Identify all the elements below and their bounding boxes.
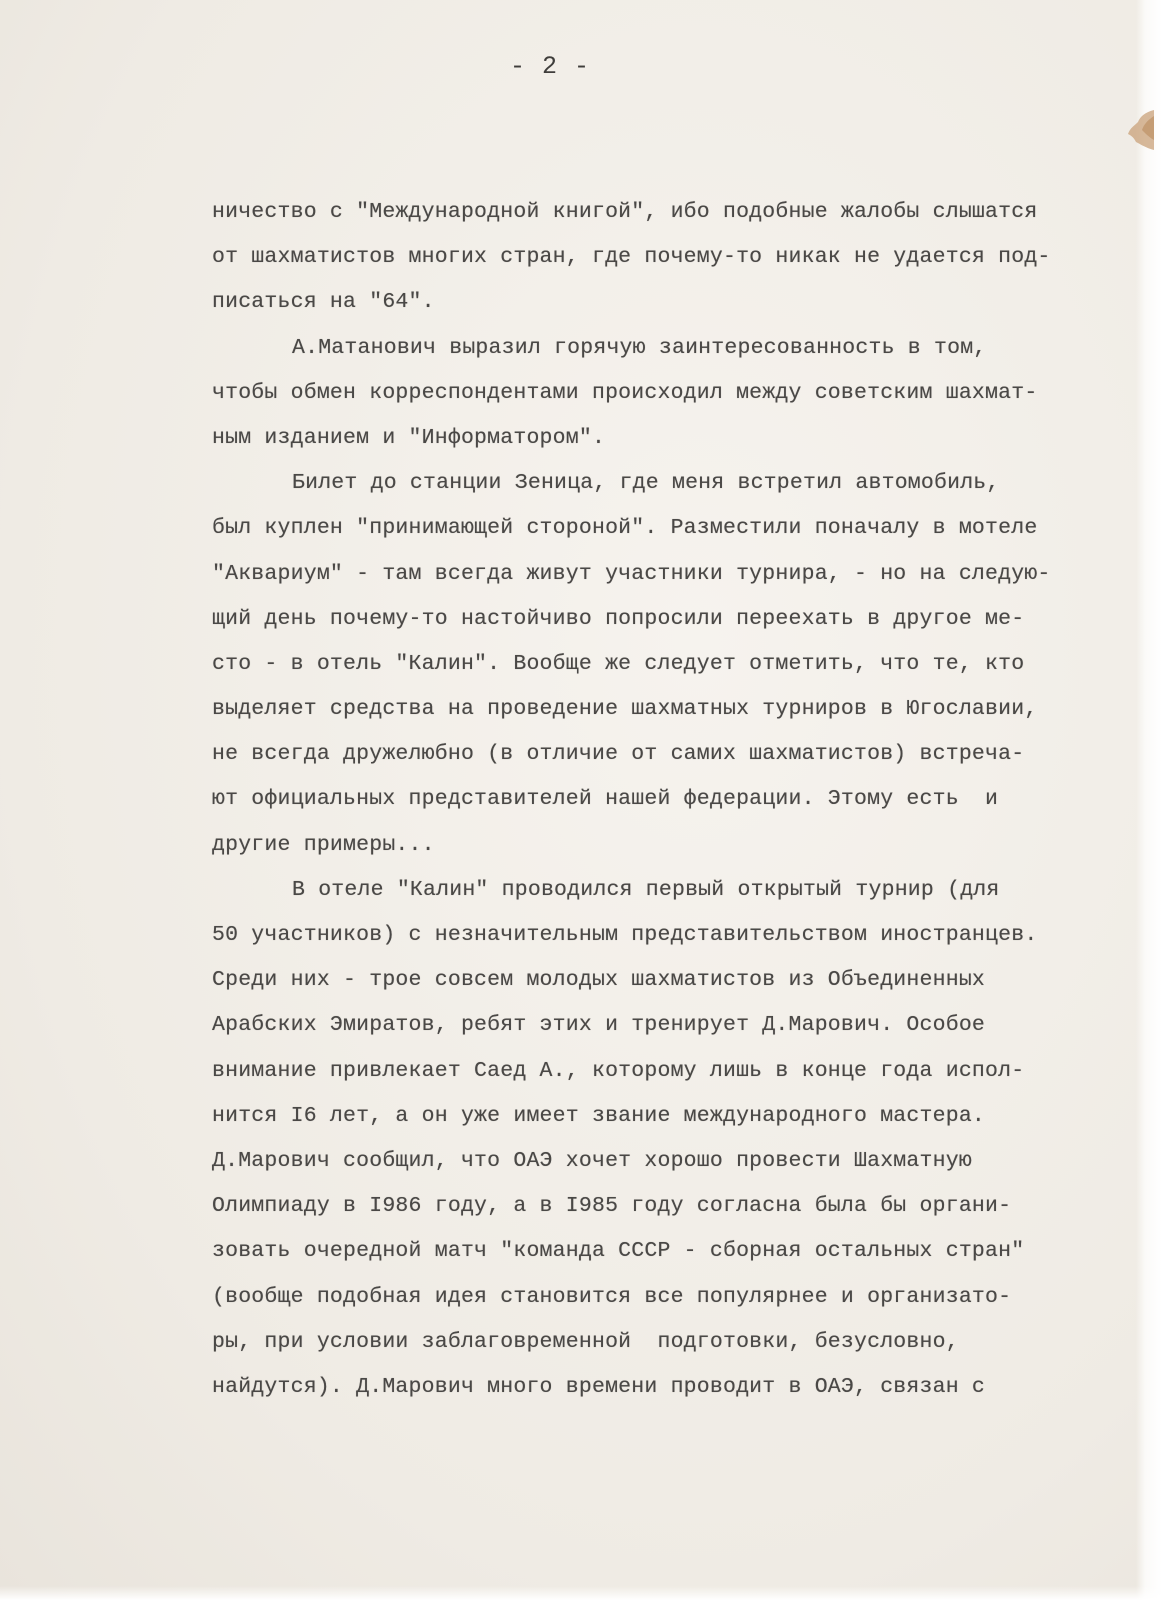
typed-text-body [212,190,1102,1410]
text-line: "Аквариум" - там всегда живут участники турнира, - но на следую- [212,561,1051,586]
page-edge-bottom [0,1586,1162,1600]
text-line: внимание привлекает Саед А., которому лишь в конце года испол- [212,1058,1025,1083]
text-line: не всегда дружелюбно (в отличие от самих шахматистов) встреча- [212,742,1025,767]
text-line: нится I6 лет, а он уже имеет звание международного мастера. [212,1103,986,1128]
text-line: ничество с "Международной книгой", ибо подобные жалобы слышатся [212,200,1038,224]
page-number: - 2 - [509,52,590,81]
text-line: А.Матанович выразил горячую заинтересованность в том, [292,335,987,360]
text-line: чтобы обмен корреспондентами происходил между советским шахмат- [212,380,1038,405]
paper-stain [1124,108,1154,152]
text-line: другие примеры... [212,832,435,857]
text-line: ным изданием и "Информатором". [212,425,606,450]
text-line: сто - в отель "Калин". Вообще же следует отметить, что те, кто [212,651,1025,676]
text-line: ют официальных представителей нашей федерации. Этому есть и [212,787,999,812]
text-line: найдутся). Д.Марович много времени проводит в ОАЭ, связан с [212,1374,986,1399]
text-line: В отеле "Калин" проводился первый открытый турнир (для [292,877,1000,902]
text-line: писаться на "64". [212,290,435,315]
text-line: зовать очередной матч "команда СССР - сборная остальных стран" [212,1239,1025,1264]
text-line: Арабских Эмиратов, ребят этих и тренирует Д.Марович. Особое [212,1013,986,1038]
text-line: Д.Марович сообщил, что ОАЭ хочет хорошо провести Шахматную [212,1148,972,1173]
text-line: Среди них - трое совсем молодых шахматистов из Объединенных [212,968,986,993]
text-line: был куплен "принимающей стороной". Разместили поначалу в мотеле [212,516,1038,541]
text-line: 50 участников) с незначительным представительством иностранцев. [212,923,1038,947]
text-line: ры, при условии заблаговременной подготовки, безусловно, [212,1329,959,1354]
text-line: щий день почему-то настойчиво попросили переехать в другое ме- [212,606,1025,631]
text-line: Олимпиаду в I986 году, а в I985 году согласна была бы органи- [212,1194,1012,1219]
text-line: (вообще подобная идея становится все популярнее и организато- [212,1284,1012,1309]
text-line: Билет до станции Зеница, где меня встретил автомобиль, [292,471,1000,496]
text-line: выделяет средства на проведение шахматных турниров в Югославии, [212,697,1038,722]
text-line: от шахматистов многих стран, где почему-то никак не удается под- [212,245,1051,270]
page-edge-right [1136,0,1162,1600]
